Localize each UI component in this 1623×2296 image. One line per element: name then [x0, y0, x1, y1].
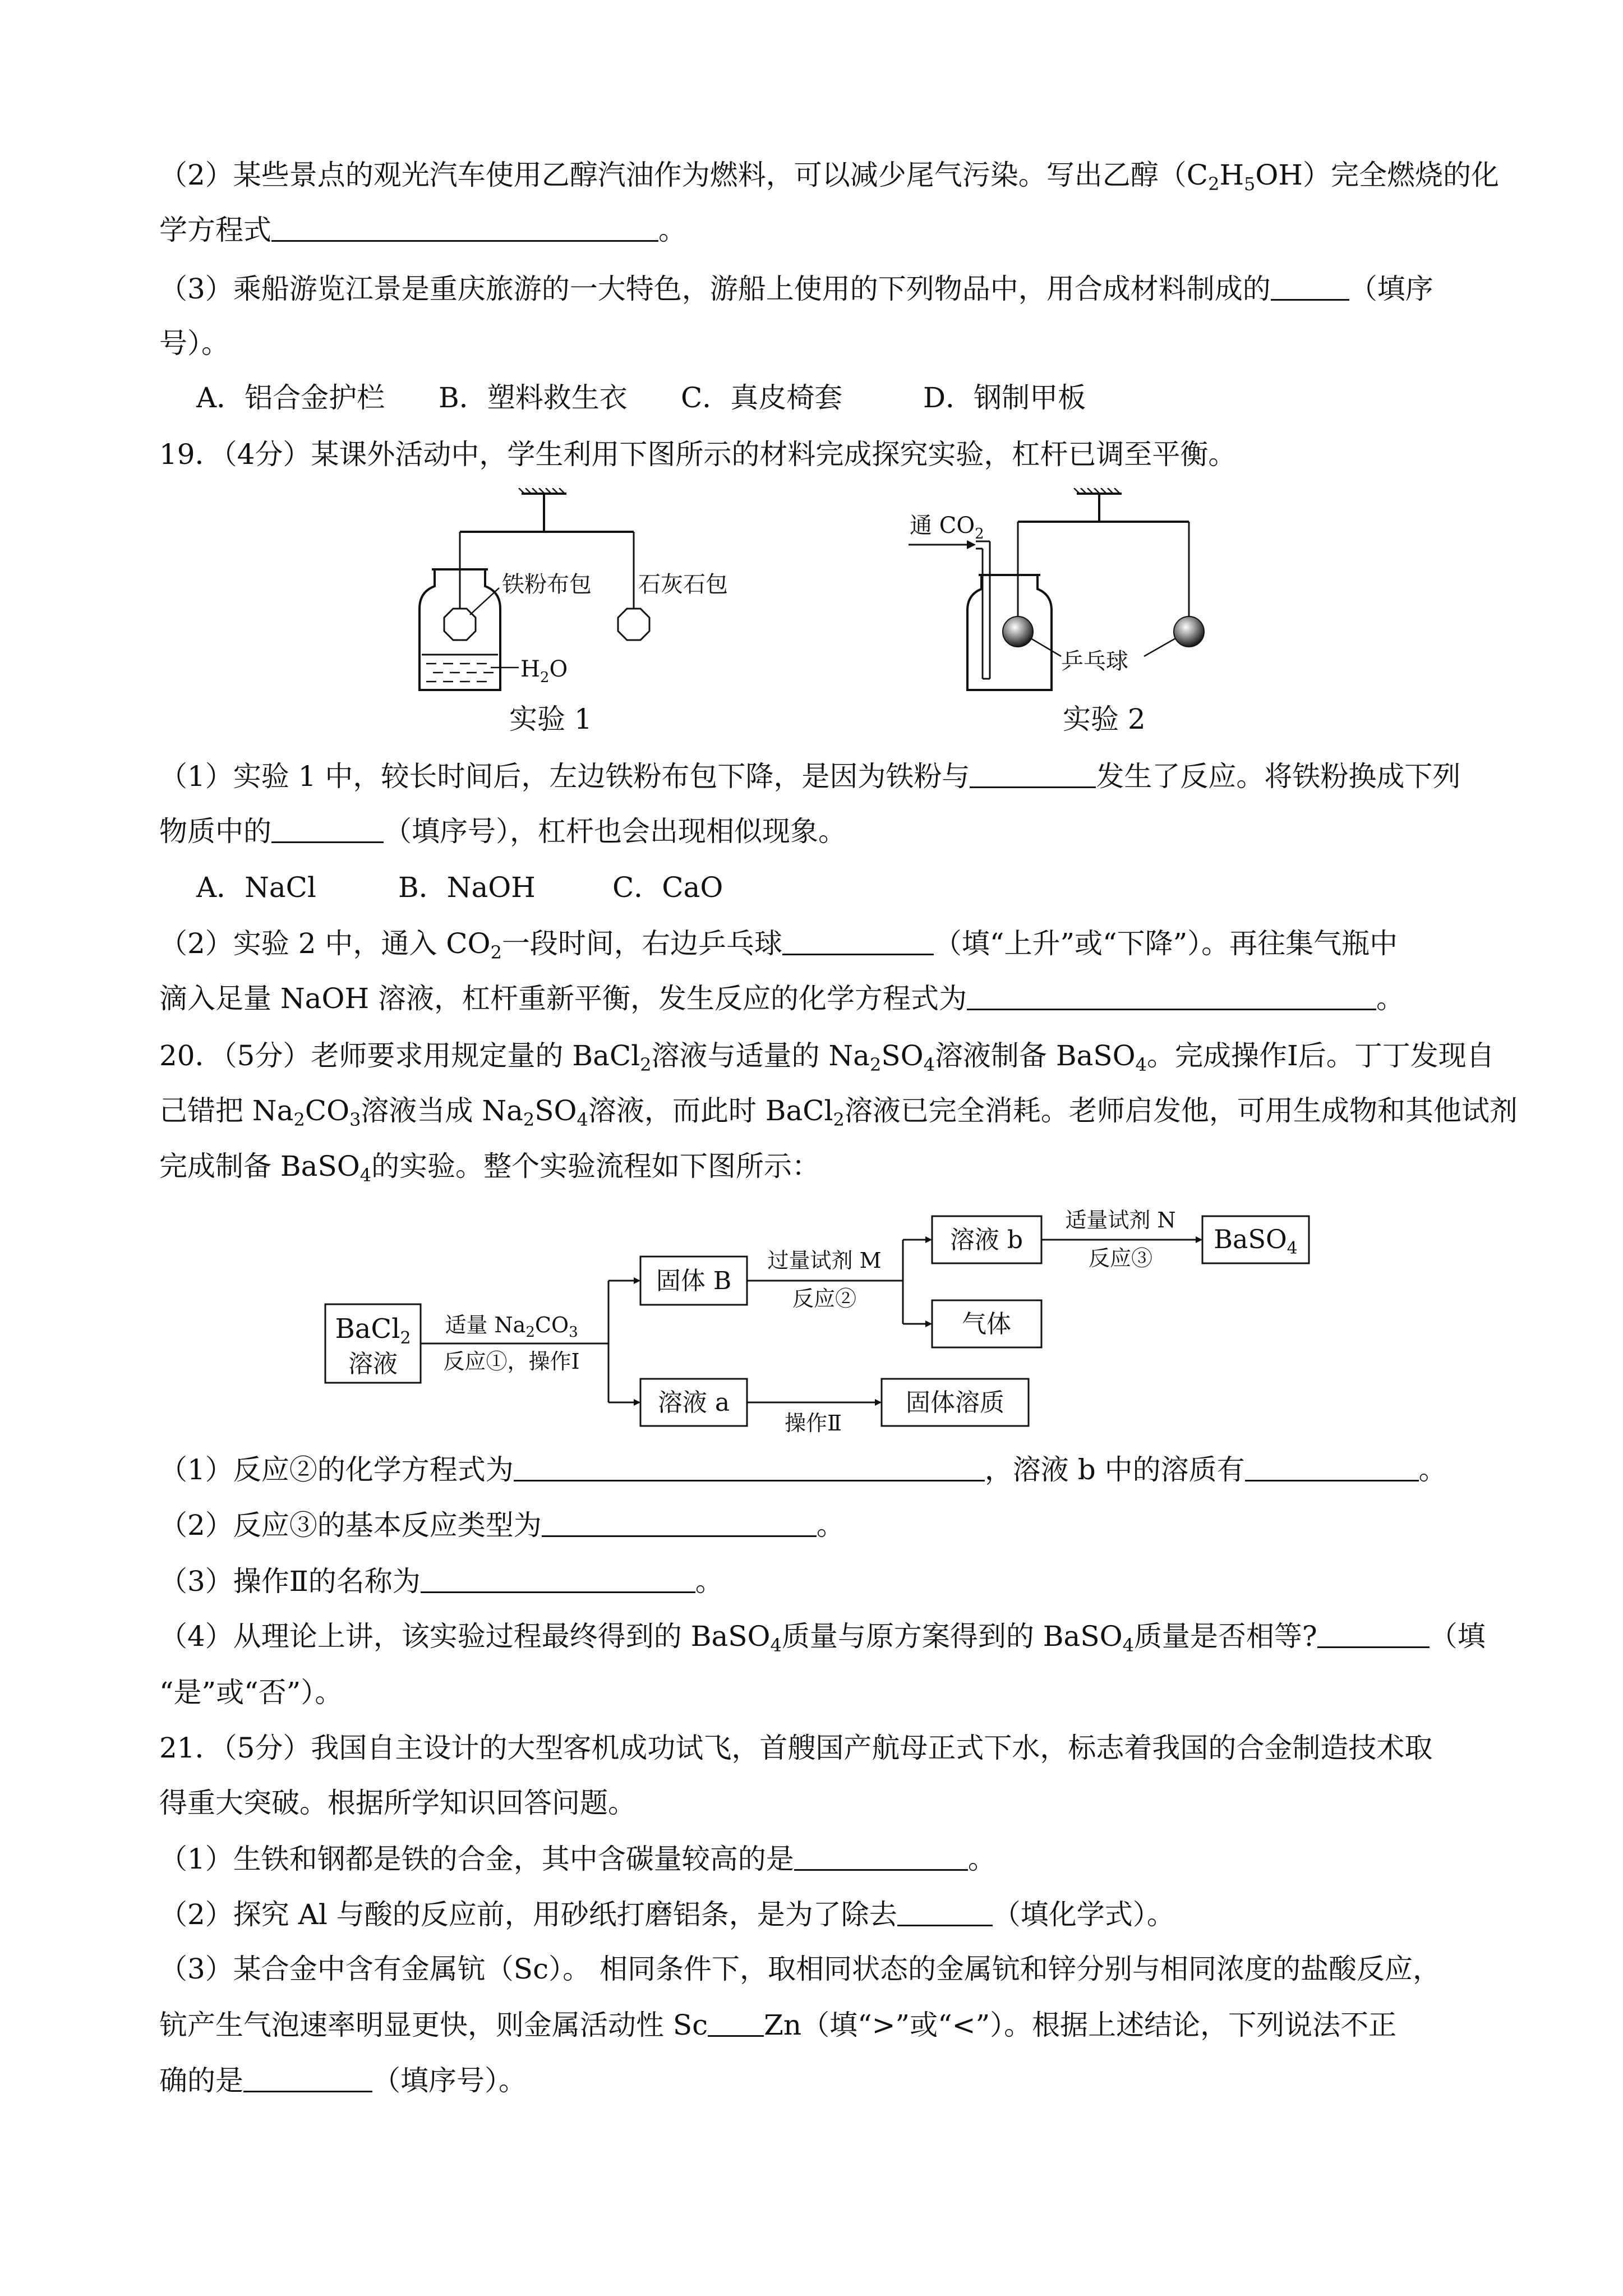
answer-blank[interactable]	[1271, 273, 1349, 301]
q20-part1: （1）反应②的化学方程式为 ，溶液 b 中的溶质有 。	[159, 1453, 1447, 1486]
experiment-1-caption: 实验 1	[509, 703, 592, 735]
answer-blank[interactable]	[970, 761, 1096, 788]
answer-blank[interactable]	[1245, 1454, 1419, 1481]
q20-part2: （2）反应③的基本反应类型为 。	[159, 1509, 845, 1542]
experiment-2-caption: 实验 2	[1063, 703, 1146, 735]
answer-blank[interactable]	[421, 1566, 695, 1593]
gas-label: 气体	[962, 1310, 1011, 1338]
option-b: B．NaOH	[398, 871, 536, 904]
operation2-label: 操作Ⅱ	[785, 1411, 842, 1435]
q19-part2-line2: 滴入足量 NaOH 溶液，杠杆重新平衡，发生反应的化学方程式为 。	[159, 982, 1404, 1015]
answer-blank[interactable]	[782, 928, 934, 955]
q18-options	[196, 380, 1503, 416]
bacl2-solution-label: 溶液	[348, 1350, 398, 1378]
answer-blank[interactable]	[514, 1454, 985, 1481]
q19-stem: 19．（4分）某课外活动中，学生利用下图所示的材料完成探究实验，杠杆已调至平衡。	[159, 438, 1237, 471]
solid-solute-label: 固体溶质	[906, 1388, 1004, 1417]
limestone-bag-label: 石灰石包	[638, 572, 728, 597]
option-b: B．塑料救生衣	[439, 381, 628, 414]
q21-stem-line2: 得重大突破。根据所学知识回答问题。	[159, 1787, 636, 1819]
q21-part1: （1）生铁和钢都是铁的合金，其中含碳量较高的是 。	[159, 1843, 996, 1875]
q19-part2-line1: （2）实验 2 中，通入 $CO_2$一段时间，右边乒乓球 （填“上升”或“下降”）。再往集气瓶中	[159, 927, 1398, 963]
q21-part3-line3: 确的是 （填序号）。	[159, 2064, 527, 2097]
q18-part3-line1: （3）乘船游览江景是重庆旅游的一大特色，游船上使用的下列物品中，用合成材料制成的 （填序	[159, 273, 1433, 305]
q20-part3: （3）操作Ⅱ的名称为 。	[159, 1565, 723, 1598]
answer-blank[interactable]	[271, 816, 384, 843]
ping-pong-ball-left-icon	[1003, 616, 1033, 647]
q20-part4-line1: （4）从理论上讲，该实验过程最终得到的 BaSO$_4$质量与原方案得到的 BaSO$_4$质量是否相等? （填	[159, 1620, 1486, 1656]
experiment-1-figure	[404, 488, 763, 696]
answer-blank[interactable]	[967, 983, 1376, 1010]
answer-blank[interactable]	[794, 1843, 968, 1871]
option-a: A．铝合金护栏	[196, 381, 385, 414]
bacl2-label: BaCl$_2$	[335, 1313, 411, 1348]
answer-blank[interactable]	[243, 2065, 372, 2092]
q18-part3-line2: 号）。	[159, 327, 229, 360]
q21-part3-line2: 钪产生气泡速率明显更快，则金属活动性 Sc Zn（填“>”或“<”）。根据上述结论，下列说法不正	[159, 2009, 1397, 2041]
option-d: D．钢制甲板	[923, 381, 1086, 414]
q21-part2: （2）探究 Al 与酸的反应前，用砂纸打磨铝条，是为了除去 （填化学式）。	[159, 1898, 1175, 1931]
solution-a-label: 溶液 a	[657, 1388, 730, 1417]
option-a: A．NaCl	[196, 871, 316, 904]
q20-stem-line2: 己错把 $Na_2CO_3$溶液当成 $Na_2SO_4$溶液，而此时 BaCl$_2$溶液已完全消耗。老师启发他，可用生成物和其他试剂	[159, 1094, 1518, 1130]
answer-blank[interactable]	[271, 214, 658, 242]
water-label: $H_2O$	[520, 656, 568, 686]
q20-stem-line1: 20．（5分）老师要求用规定量的 BaCl$_2$溶液与适量的 $Na_2SO_4$溶液制备 BaSO$_4$。完成操作Ⅰ后。丁丁发现自	[159, 1039, 1495, 1075]
reagent-n-label: 适量试剂 N	[1065, 1208, 1176, 1232]
answer-blank[interactable]	[897, 1899, 993, 1926]
q18-part2-line2: 学方程式 。	[159, 214, 686, 246]
limestone-bag-icon	[618, 609, 649, 640]
q19-part1-line2: 物质中的 （填序号），杠杆也会出现相似现象。	[159, 815, 846, 848]
answer-blank[interactable]	[708, 2009, 764, 2037]
reaction2-label: 反应②	[792, 1286, 857, 1311]
q20-flow-diagram	[314, 1206, 1324, 1442]
answer-blank[interactable]	[1317, 1621, 1430, 1648]
experiment-2-figure	[897, 488, 1256, 696]
iron-bag-label: 铁粉布包	[502, 572, 592, 597]
answer-blank[interactable]	[542, 1510, 817, 1537]
ping-pong-label: 乒乓球	[1061, 648, 1128, 674]
q20-part4-line2: “是”或“否”）。	[159, 1676, 343, 1709]
option-c: C．真皮椅套	[681, 381, 843, 414]
q19-options	[196, 869, 1503, 905]
baso4-label: BaSO$_4$	[1214, 1224, 1298, 1258]
co2-inlet-label: 通 $CO_2$	[910, 513, 984, 542]
q21-stem-line1: 21．（5分）我国自主设计的大型客机成功试飞，首艘国产航母正式下水，标志着我国的合金制造技术取	[159, 1732, 1433, 1764]
solution-b-label: 溶液 b	[949, 1226, 1023, 1254]
reaction1-label: 反应①，操作Ⅰ	[443, 1349, 580, 1374]
solid-b-label: 固体 B	[656, 1267, 732, 1295]
reagent-m-label: 过量试剂 M	[767, 1248, 882, 1273]
q21-part3-line1: （3）某合金中含有金属钪（Sc）。 相同条件下，取相同状态的金属钪和锌分别与相同浓度的盐酸反应，	[159, 1953, 1441, 1985]
q19-part1-line1: （1）实验 1 中，较长时间后，左边铁粉布包下降，是因为铁粉与 发生了反应。将铁粉换成下列	[159, 760, 1461, 793]
option-c: C．CaO	[612, 871, 723, 904]
ping-pong-ball-right-icon	[1174, 616, 1204, 647]
q18-part2-line1: （2）某些景点的观光汽车使用乙醇汽油作为燃料，可以减少尾气污染。写出乙醇$(C_2H_5OH)$完全燃烧的化	[159, 159, 1500, 195]
reagent-na2co3-label: 适量 $Na_2CO_3$	[445, 1313, 578, 1341]
reaction3-label: 反应③	[1088, 1246, 1153, 1271]
q20-stem-line3: 完成制备 BaSO$_4$的实验。整个实验流程如下图所示：	[159, 1150, 820, 1186]
